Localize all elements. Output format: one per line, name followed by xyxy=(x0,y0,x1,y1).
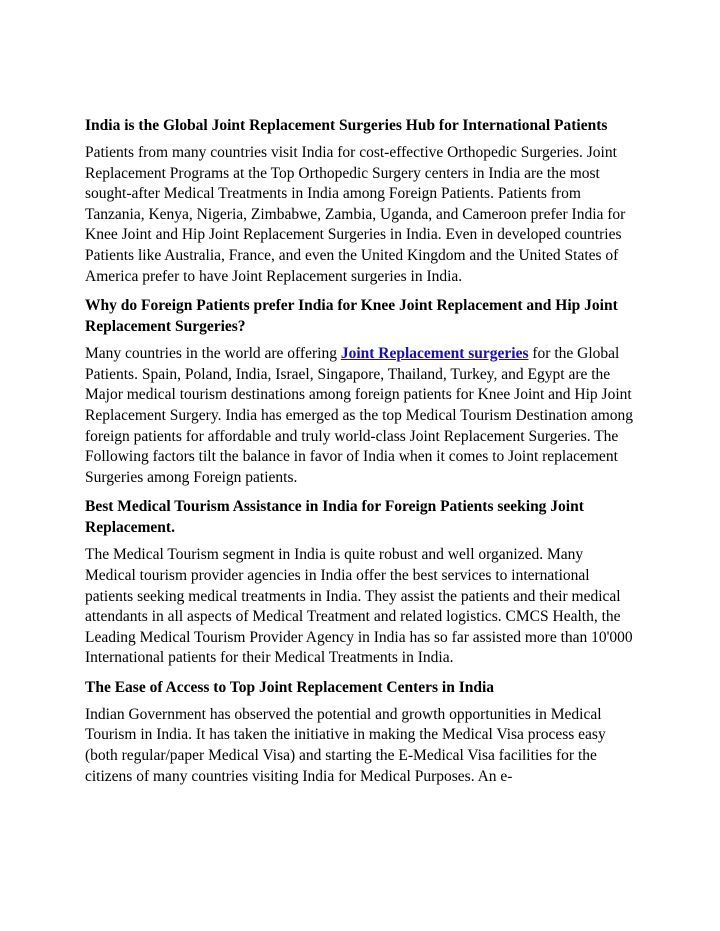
section-2-text-before-link: Many countries in the world are offering xyxy=(85,345,341,363)
section-3-paragraph: The Medical Tourism segment in India is quite robust and well organized. Many Medical tourism provider agencies in India offer the best services to international patients seeking medical treatments in India. They assist the patients and their medical attendants in all aspects of Medical Treatment and related logistics. CMCS Health, the Leading Medical Tourism Provider Agency in India has so far assisted more than 10'000 International patients for their Medical Treatments in India. xyxy=(85,546,633,667)
document-page xyxy=(85,115,637,795)
section-2-heading: Why do Foreign Patients prefer India for Knee Joint Replacement and Hip Joint Replacement Surgeries? xyxy=(85,297,618,336)
section-1-paragraph: Patients from many countries visit India for cost-effective Orthopedic Surgeries. Joint Replacement Programs at the Top Orthopedic Surgery centers in India are the most sought-after Medical Treatments in India among Foreign Patients. Patients from Tanzania, Kenya, Nigeria, Zimbabwe, Zambia, Uganda, and Cameroon prefer India for Knee Joint and Hip Joint Replacement Surgeries in India. Even in developed countries Patients like Australia, France, and even the United Kingdom and the United States of America prefer to have Joint Replacement surgeries in India. xyxy=(85,144,626,285)
section-4-heading: The Ease of Access to Top Joint Replacement Centers in India xyxy=(85,678,495,696)
section-4-paragraph: Indian Government has observed the potential and growth opportunities in Medical Tourism in India. It has taken the initiative in making the Medical Visa process easy (both regular/paper Medical Visa) and starting the E-Medical Visa facilities for the citizens of many countries visiting India for Medical Purposes. An e- xyxy=(85,705,606,785)
section-3-heading: Best Medical Tourism Assistance in India for Foreign Patients seeking Joint Replacement. xyxy=(85,498,584,537)
section-2-text-after-link: for the Global Patients. Spain, Poland, India, Israel, Singapore, Thailand, Turkey, and Egypt are the Major medical tourism destinations among foreign patients for Knee Joint and Hip Joint Replacement Surgery. India has emerged as the top Medical Tourism Destination among foreign patients for affordable and truly world-class Joint Replacement Surgeries. The Following factors tilt the balance in favor of India when it comes to Joint replacement Surgeries among Foreign patients. xyxy=(85,345,634,486)
section-1-heading: India is the Global Joint Replacement Surgeries Hub for International Patients xyxy=(85,117,608,134)
section-2-paragraph xyxy=(85,344,637,488)
joint-replacement-surgeries-link[interactable]: Joint Replacement surgeries xyxy=(340,345,529,363)
